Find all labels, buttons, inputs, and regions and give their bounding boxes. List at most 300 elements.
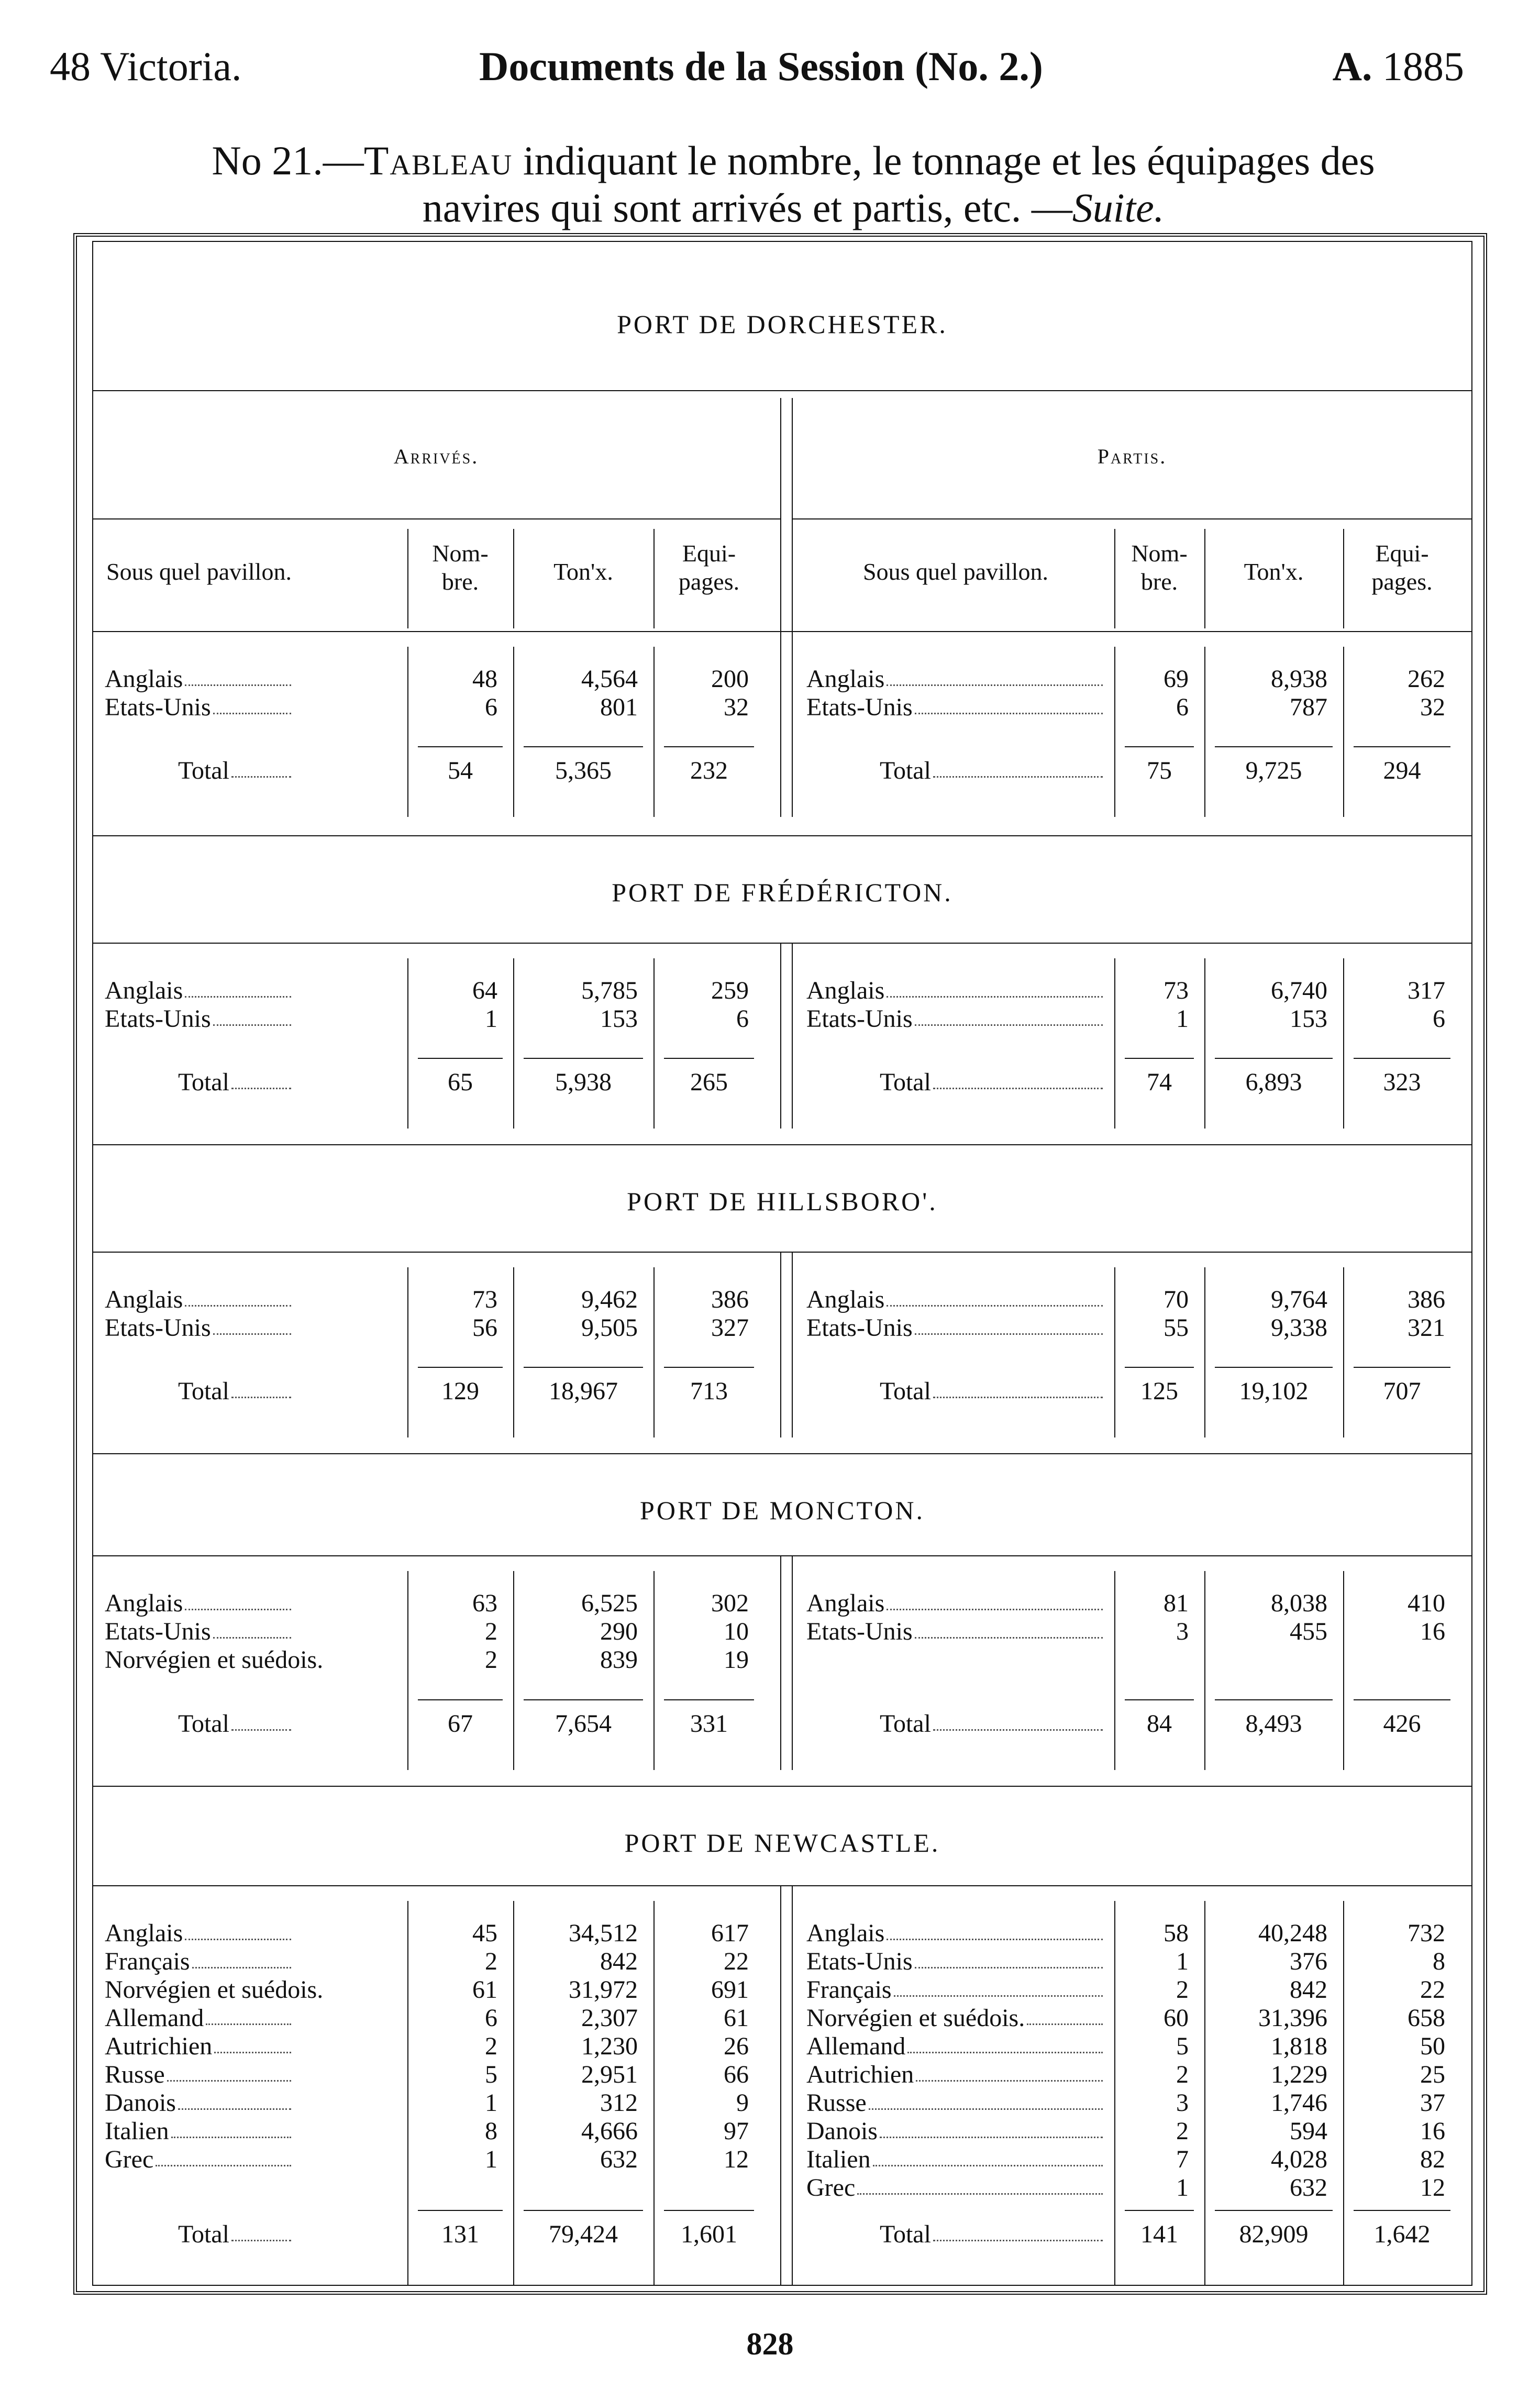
table-number: No 21.— <box>212 138 364 183</box>
total-label-cell <box>178 1068 293 1097</box>
dot-leader <box>857 2174 1103 2195</box>
dot-leader <box>185 665 291 686</box>
total-tonnage-cell: 9,725 <box>1245 757 1302 784</box>
column-header-divider <box>653 529 655 628</box>
flag-cell <box>105 1618 293 1646</box>
total-equipages-cell: 707 <box>1383 1377 1421 1405</box>
equipages-cell: 19 <box>724 1646 749 1674</box>
column-header-pavillon-arrives: Sous quel pavillon. <box>106 558 292 585</box>
total-label-cell <box>178 757 293 785</box>
total-nombre-cell: 75 <box>1147 757 1172 784</box>
total-equipages-cell: 426 <box>1383 1710 1421 1738</box>
group-header-arrives: Arrivés. <box>393 445 479 468</box>
equipages-cell: 97 <box>724 2117 749 2145</box>
section-separator-rule <box>92 1786 1472 1787</box>
total-nombre-cell: 67 <box>448 1710 473 1738</box>
flag-cell <box>105 1589 293 1618</box>
flag-name: Allemand <box>806 2032 906 2060</box>
dot-leader <box>887 665 1103 686</box>
total-rule <box>664 1699 754 1700</box>
total-rule <box>1215 1058 1333 1059</box>
total-label: Total <box>880 2220 931 2248</box>
column-header-tonnage-partis: Ton'x. <box>1244 558 1304 585</box>
dot-leader <box>231 757 291 778</box>
dot-leader <box>178 2089 291 2110</box>
flag-name: Anglais <box>806 977 885 1004</box>
flag-cell <box>105 1948 293 1976</box>
dot-leader <box>185 1589 291 1610</box>
equipages-cell: 302 <box>711 1589 749 1617</box>
column-header-divider <box>407 529 408 628</box>
dot-leader <box>933 1068 1103 1089</box>
total-rule <box>524 746 643 747</box>
tonnage-cell: 2,951 <box>581 2061 638 2088</box>
section-title-rule <box>92 1555 1472 1556</box>
column-header-tonnage-arrives: Ton'x. <box>553 558 613 585</box>
tonnage-cell: 290 <box>600 1618 638 1645</box>
flag-cell <box>105 1976 324 2004</box>
nombre-cell: 2 <box>1176 2117 1189 2145</box>
flag-cell <box>806 1976 1105 2004</box>
dot-leader <box>206 2004 291 2025</box>
total-rule <box>1125 1699 1194 1700</box>
dot-leader <box>213 1618 291 1639</box>
dot-leader <box>171 2117 291 2138</box>
dot-leader <box>869 2089 1103 2110</box>
equipages-cell: 691 <box>711 1976 749 2004</box>
nombre-cell: 1 <box>1176 2174 1189 2202</box>
arrives-partis-divider <box>792 1555 793 1770</box>
equipages-cell: 321 <box>1408 1314 1445 1342</box>
tonnage-cell: 6,525 <box>581 1589 638 1617</box>
tonnage-cell: 40,248 <box>1258 1919 1327 1947</box>
flag-name: Etats-Unis <box>105 1314 211 1342</box>
total-label-cell <box>880 2220 1105 2249</box>
dot-leader <box>873 2145 1103 2166</box>
arrives-partis-divider <box>780 1252 781 1437</box>
nombre-cell: 2 <box>1176 1976 1189 2004</box>
total-nombre-cell: 84 <box>1147 1710 1172 1738</box>
total-rule <box>1354 1699 1450 1700</box>
total-rule <box>524 2210 643 2211</box>
total-rule <box>418 1058 503 1059</box>
tonnage-cell: 1,746 <box>1271 2089 1327 2117</box>
flag-name: Anglais <box>105 1919 183 1947</box>
total-rule <box>1125 746 1194 747</box>
dot-leader <box>213 1314 291 1335</box>
total-nombre-cell: 141 <box>1140 2220 1178 2248</box>
flag-name: Allemand <box>105 2004 204 2032</box>
dot-leader <box>915 1948 1103 1968</box>
table-title-line-2 <box>79 184 1508 231</box>
total-tonnage-cell: 8,493 <box>1245 1710 1302 1738</box>
flag-name: Anglais <box>806 1286 885 1313</box>
total-equipages-cell: 713 <box>690 1377 728 1405</box>
flag-cell <box>806 2174 1105 2202</box>
running-header-center: Documents de la Session (No. 2.) <box>479 43 1043 89</box>
nombre-cell: 5 <box>1176 2032 1189 2060</box>
total-rule <box>524 1058 643 1059</box>
rule-under-first-title <box>92 390 1472 391</box>
rule-under-arrives <box>92 518 780 519</box>
section-separator-rule <box>92 1453 1472 1454</box>
tonnage-cell: 2,307 <box>581 2004 638 2032</box>
tonnage-cell: 787 <box>1290 693 1327 721</box>
total-tonnage-cell: 18,967 <box>549 1377 618 1405</box>
section-separator-rule <box>92 1144 1472 1145</box>
tonnage-cell: 4,028 <box>1271 2145 1327 2173</box>
nombre-cell: 6 <box>485 693 497 721</box>
equipages-cell: 259 <box>711 977 749 1004</box>
table-title-line-1 <box>79 137 1508 184</box>
nombre-cell: 2 <box>485 1618 497 1645</box>
dot-leader <box>887 977 1103 998</box>
flag-cell <box>806 2032 1105 2061</box>
group-header-partis: Partis. <box>1097 445 1167 468</box>
nombre-cell: 1 <box>485 2089 497 2117</box>
flag-cell <box>806 977 1105 1005</box>
flag-name: Etats-Unis <box>105 1618 211 1645</box>
dot-leader <box>156 2145 291 2166</box>
section-title: PORT DE FRÉDÉRICTON. <box>612 878 953 907</box>
total-tonnage-cell: 82,909 <box>1239 2220 1309 2248</box>
tonnage-cell: 8,038 <box>1271 1589 1327 1617</box>
total-rule <box>1215 2210 1333 2211</box>
total-label-cell <box>880 757 1105 785</box>
nombre-cell: 1 <box>1176 1948 1189 1975</box>
nombre-cell: 3 <box>1176 1618 1189 1645</box>
column-header-pavillon-partis: Sous quel pavillon. <box>863 558 1048 585</box>
tonnage-cell: 153 <box>1290 1005 1327 1033</box>
total-label: Total <box>178 1710 229 1738</box>
flag-cell <box>105 2032 293 2061</box>
nombre-cell: 55 <box>1164 1314 1189 1342</box>
tonnage-cell: 31,396 <box>1258 2004 1327 2032</box>
tonnage-cell: 4,666 <box>581 2117 638 2145</box>
flag-name: Etats-Unis <box>806 1005 913 1033</box>
equipages-cell: 10 <box>724 1618 749 1645</box>
dot-leader <box>933 757 1103 778</box>
dot-leader <box>185 1286 291 1307</box>
nombre-cell: 2 <box>1176 2061 1189 2088</box>
equipages-cell: 262 <box>1408 665 1445 693</box>
flag-cell <box>105 977 293 1005</box>
total-equipages-cell: 232 <box>690 757 728 784</box>
nombre-cell: 8 <box>485 2117 497 2145</box>
nombre-cell: 7 <box>1176 2145 1189 2173</box>
rule-under-column-headers <box>92 631 1472 632</box>
flag-name: Etats-Unis <box>806 1314 913 1342</box>
total-label-cell <box>178 1377 293 1406</box>
dot-leader <box>185 1919 291 1940</box>
flag-name: Etats-Unis <box>105 693 211 721</box>
flag-name: Anglais <box>105 1589 183 1617</box>
total-label: Total <box>880 1068 931 1096</box>
flag-cell <box>806 1618 1105 1646</box>
tonnage-cell: 1,230 <box>581 2032 638 2060</box>
dot-leader <box>915 1618 1103 1639</box>
page-number: 828 <box>746 2327 794 2361</box>
equipages-cell: 22 <box>724 1948 749 1975</box>
arrives-partis-divider <box>780 1885 781 2286</box>
nombre-cell: 1 <box>485 1005 497 1033</box>
dot-leader <box>933 2220 1103 2241</box>
dot-leader <box>933 1377 1103 1398</box>
equipages-cell: 200 <box>711 665 749 693</box>
flag-name: Anglais <box>806 1589 885 1617</box>
flag-name: Français <box>806 1976 892 2004</box>
equipages-cell: 8 <box>1433 1948 1445 1975</box>
total-rule <box>664 2210 754 2211</box>
dot-leader <box>933 1710 1103 1731</box>
total-rule <box>1215 1367 1333 1368</box>
total-rule <box>1354 2210 1450 2211</box>
flag-name: Grec <box>806 2174 856 2202</box>
header-series: A. <box>1332 43 1372 89</box>
dot-leader <box>887 1589 1103 1610</box>
tonnage-cell: 632 <box>1290 2174 1327 2202</box>
arrives-partis-divider <box>792 398 793 817</box>
total-tonnage-cell: 5,938 <box>555 1068 612 1096</box>
total-tonnage-cell: 19,102 <box>1239 1377 1309 1405</box>
tonnage-cell: 455 <box>1290 1618 1327 1645</box>
flag-cell <box>105 665 293 693</box>
flag-cell <box>105 1919 293 1948</box>
flag-cell <box>806 2117 1105 2145</box>
total-equipages-cell: 1,601 <box>681 2220 737 2248</box>
dot-leader <box>231 1068 291 1089</box>
nombre-cell: 69 <box>1164 665 1189 693</box>
total-nombre-cell: 129 <box>441 1377 479 1405</box>
flag-cell <box>806 1589 1105 1618</box>
total-label: Total <box>178 2220 229 2248</box>
flag-name: Etats-Unis <box>806 693 913 721</box>
column-header-divider <box>1204 529 1205 628</box>
tonnage-cell: 839 <box>600 1646 638 1674</box>
nombre-cell: 5 <box>485 2061 497 2088</box>
flag-cell <box>105 2089 293 2117</box>
nombre-cell: 2 <box>485 1948 497 1975</box>
equipages-cell: 61 <box>724 2004 749 2032</box>
total-label-cell <box>178 1710 293 1738</box>
equipages-cell: 66 <box>724 2061 749 2088</box>
equipages-cell: 16 <box>1420 2117 1445 2145</box>
flag-name: Russe <box>105 2061 165 2088</box>
flag-cell <box>806 2145 1105 2174</box>
equipages-cell: 386 <box>711 1286 749 1313</box>
tonnage-cell: 6,740 <box>1271 977 1327 1004</box>
flag-name: Autrichien <box>105 2032 213 2060</box>
total-nombre-cell: 54 <box>448 757 473 784</box>
total-rule <box>1354 1367 1450 1368</box>
equipages-cell: 617 <box>711 1919 749 1947</box>
equipages-cell: 16 <box>1420 1618 1445 1645</box>
section-title: PORT DE NEWCASTLE. <box>624 1828 940 1857</box>
tonnage-cell: 9,505 <box>581 1314 638 1342</box>
equipages-cell: 37 <box>1420 2089 1445 2117</box>
tonnage-cell: 801 <box>600 693 638 721</box>
tonnage-cell: 34,512 <box>569 1919 638 1947</box>
flag-cell <box>806 693 1105 722</box>
rule-under-partis <box>792 518 1472 519</box>
equipages-cell: 12 <box>724 2145 749 2173</box>
flag-name: Anglais <box>806 665 885 693</box>
running-header-left: 48 Victoria. <box>50 43 242 89</box>
equipages-cell: 9 <box>736 2089 749 2117</box>
column-header-divider <box>1114 529 1115 628</box>
dot-leader <box>231 2220 291 2241</box>
dot-leader <box>213 1005 291 1026</box>
tonnage-cell: 9,764 <box>1271 1286 1327 1313</box>
nombre-cell: 81 <box>1164 1589 1189 1617</box>
dot-leader <box>880 2117 1103 2138</box>
flag-name: Norvégien et suédois. <box>806 2004 1025 2032</box>
total-label-cell <box>178 2220 293 2249</box>
equipages-cell: 327 <box>711 1314 749 1342</box>
nombre-cell: 1 <box>485 2145 497 2173</box>
total-tonnage-cell: 7,654 <box>555 1710 612 1738</box>
nombre-cell: 3 <box>1176 2089 1189 2117</box>
flag-cell <box>806 1948 1105 1976</box>
total-rule <box>524 1699 643 1700</box>
tonnage-cell: 5,785 <box>581 977 638 1004</box>
flag-name: Danois <box>105 2089 176 2117</box>
tonnage-cell: 4,564 <box>581 665 638 693</box>
equipages-cell: 12 <box>1420 2174 1445 2202</box>
running-header-right <box>1332 43 1464 89</box>
column-header-nombre-partis: Nom- bre. <box>1131 540 1188 595</box>
section-title-rule <box>92 1252 1472 1253</box>
section-title: PORT DE DORCHESTER. <box>617 309 948 339</box>
flag-cell <box>105 2117 293 2145</box>
flag-cell <box>105 1005 293 1033</box>
flag-cell <box>105 2061 293 2089</box>
flag-cell <box>105 1314 293 1342</box>
flag-cell <box>806 1314 1105 1342</box>
nombre-cell: 73 <box>1164 977 1189 1004</box>
flag-name: Norvégien et suédois. <box>105 1646 324 1674</box>
flag-name: Danois <box>806 2117 878 2145</box>
nombre-cell: 60 <box>1164 2004 1189 2032</box>
equipages-cell: 22 <box>1420 1976 1445 2004</box>
tonnage-cell: 632 <box>600 2145 638 2173</box>
dot-leader <box>887 1919 1103 1940</box>
equipages-cell: 6 <box>736 1005 749 1033</box>
arrives-partis-divider <box>792 943 793 1129</box>
tonnage-cell: 1,229 <box>1271 2061 1327 2088</box>
column-header-nombre-arrives: Nom- bre. <box>432 540 489 595</box>
flag-name: Norvégien et suédois. <box>105 1976 324 2004</box>
flag-name: Russe <box>806 2089 867 2117</box>
total-label-cell <box>880 1068 1105 1097</box>
total-rule <box>1354 1058 1450 1059</box>
total-label-cell <box>880 1710 1105 1738</box>
total-nombre-cell: 131 <box>441 2220 479 2248</box>
dot-leader <box>192 1948 291 1968</box>
dot-leader <box>167 2061 291 2082</box>
section-title-rule <box>92 1885 1472 1886</box>
total-rule <box>1215 1699 1333 1700</box>
nombre-cell: 45 <box>472 1919 497 1947</box>
flag-name: Italien <box>105 2117 169 2145</box>
flag-name: Etats-Unis <box>806 1618 913 1645</box>
tonnage-cell: 312 <box>600 2089 638 2117</box>
total-rule <box>1215 746 1333 747</box>
dot-leader <box>894 1976 1103 1997</box>
total-label-cell <box>880 1377 1105 1406</box>
dot-leader <box>916 2061 1103 2082</box>
table-label: Tableau <box>363 138 513 183</box>
column-header-divider <box>1343 529 1344 628</box>
dot-leader <box>213 693 291 714</box>
equipages-cell: 6 <box>1433 1005 1445 1033</box>
section-title: PORT DE HILLSBORO'. <box>627 1187 938 1216</box>
total-equipages-cell: 323 <box>1383 1068 1421 1096</box>
flag-cell <box>806 1005 1105 1033</box>
nombre-cell: 64 <box>472 977 497 1004</box>
equipages-cell: 32 <box>724 693 749 721</box>
total-rule <box>664 1367 754 1368</box>
dot-leader <box>214 2032 291 2053</box>
nombre-cell: 58 <box>1164 1919 1189 1947</box>
column-header-divider <box>513 529 514 628</box>
dot-leader <box>915 693 1103 714</box>
total-rule <box>1125 2210 1194 2211</box>
equipages-cell: 82 <box>1420 2145 1445 2173</box>
total-label: Total <box>880 1710 931 1738</box>
dot-leader <box>1027 2004 1103 2025</box>
nombre-cell: 73 <box>472 1286 497 1313</box>
dot-leader <box>231 1710 291 1731</box>
equipages-cell: 386 <box>1408 1286 1445 1313</box>
flag-cell <box>105 693 293 722</box>
total-label: Total <box>178 1377 229 1405</box>
total-rule <box>664 1058 754 1059</box>
total-nombre-cell: 65 <box>448 1068 473 1096</box>
flag-name: Anglais <box>806 1919 885 1947</box>
arrives-partis-divider <box>780 943 781 1129</box>
nombre-cell: 63 <box>472 1589 497 1617</box>
nombre-cell: 6 <box>485 2004 497 2032</box>
nombre-cell: 48 <box>472 665 497 693</box>
dot-leader <box>887 1286 1103 1307</box>
total-label: Total <box>880 757 931 784</box>
total-equipages-cell: 294 <box>1383 757 1421 784</box>
dot-leader <box>915 1005 1103 1026</box>
flag-cell <box>806 2089 1105 2117</box>
nombre-cell: 1 <box>1176 1005 1189 1033</box>
arrives-partis-divider <box>792 1885 793 2286</box>
nombre-cell: 6 <box>1176 693 1189 721</box>
section-title: PORT DE MONCTON. <box>640 1496 925 1525</box>
flag-name: Grec <box>105 2145 154 2173</box>
tonnage-cell: 842 <box>1290 1976 1327 2004</box>
dot-leader <box>231 1377 291 1398</box>
total-equipages-cell: 331 <box>690 1710 728 1738</box>
total-label: Total <box>178 757 229 784</box>
flag-name: Etats-Unis <box>806 1948 913 1975</box>
total-nombre-cell: 125 <box>1140 1377 1178 1405</box>
total-tonnage-cell: 5,365 <box>555 757 612 784</box>
header-year: 1885 <box>1382 43 1464 89</box>
total-rule <box>1125 1058 1194 1059</box>
flag-cell <box>806 1919 1105 1948</box>
equipages-cell: 32 <box>1420 693 1445 721</box>
nombre-cell: 56 <box>472 1314 497 1342</box>
equipages-cell: 50 <box>1420 2032 1445 2060</box>
flag-name: Italien <box>806 2145 871 2173</box>
equipages-cell: 317 <box>1408 977 1445 1004</box>
